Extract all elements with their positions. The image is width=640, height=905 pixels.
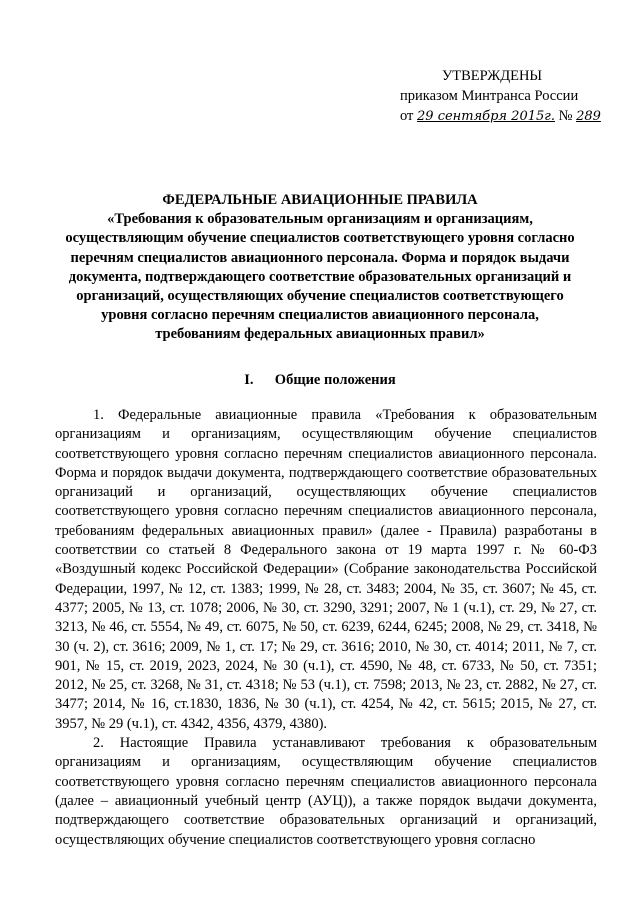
title-line: перечням специалистов авиационного персонала. Форма и порядок выдачи [70,249,570,266]
title-line: осуществляющим обучение специалистов соответствующего уровня согласно [65,230,575,247]
approval-stamp [400,66,610,127]
document-body [55,406,597,850]
title-line: требованиям федеральных авиационных правил» [155,326,485,343]
handwritten-number: 289 [576,109,601,124]
approval-number-label: № [558,108,573,124]
document-title [60,191,580,345]
section-title: Общие положения [274,372,396,388]
title-line: «Требования к образовательным организациям и организациям, [107,211,533,228]
title-line: ФЕДЕРАЛЬНЫЕ АВИАЦИОННЫЕ ПРАВИЛА [162,192,478,208]
approval-date-prefix: от [400,108,414,124]
section-heading [60,372,580,389]
approval-date-line [400,106,610,127]
title-line: документа, подтверждающего соответствие образовательных организаций и [68,268,572,285]
handwritten-date: 29 сентября 2015г. [417,109,555,124]
paragraph: 1. Федеральные авиационные правила «Требования к образовательным организациям и организациям, осуществляющим обучение специалистов соответствующего уровня согласно перечням специалистов авиационного персонала. Форма и порядок выдачи документа, подтверждающего соответствие образовательных организаций и организаций, осуществляющих обучение специалистов соответствующего уровня согласно перечням специалистов авиационного персонала, требованиям федеральных авиационных правил» (далее - Правила) разработаны в соответствии со статьей 8 Федерального закона от 19 марта 1997 г. № 60-ФЗ «Воздушный кодекс Российской Федерации» (Собрание законодательства Российской Федерации, 1997, № 12, ст. 1383; 1999, № 28, ст. 3483; 2004, № 35, ст. 3607; № 45, ст. 4377; 2005, № 13, ст. 1078; 2006, № 30, ст. 3290, 3291; 2007, № 1 (ч.1), ст. 29, № 27, ст. 3213, № 46, ст. 5554, № 49, ст. 6075, № 50, ст. 6239, 6244, 6245; 2008, № 29, ст. 3418, № 30 (ч. 2), ст. 3616; 2009, № 1, ст. 17; № 29, ст. 3616; 2010, № 30, ст. 4014; 2011, № 7, ст. 901, № 15, ст. 2019, 2023, 2024, № 30 (ч.1), ст. 4590, № 48, ст. 6733, № 50, ст. 7351; 2012, № 25, ст. 3268, № 31, ст. 4318; № 53 (ч.1), ст. 7598; 2013, № 23, ст. 2882, № 27, ст. 3477; 2014, № 16, ст.1830, 1836, № 30 (ч.1), ст. 4254, № 42, ст. 5615; 2015, № 27, ст. 3957, № 29 (ч.1), ст. 4342, 4356, 4379, 4380). [55,407,597,732]
paragraph: 2. Настоящие Правила устанавливают требования к образовательным организациям и организациям, осуществляющим обучение специалистов соответствующего уровня согласно перечням специалистов авиационного персонала (далее – авиационный учебный центр (АУЦ)), а также порядок выдачи документа, подтверждающего соответствие образовательных организаций и организаций, осуществляющих обучение специалистов соответствующего уровня согласно [55,735,597,848]
section-number: I. [244,372,254,388]
approval-heading: УТВЕРЖДЕНЫ [442,68,543,84]
approval-order-line: приказом Минтранса России [400,88,579,104]
title-line: организаций, осуществляющих обучение специалистов соответствующего [76,288,564,305]
title-line: уровня согласно перечням специалистов авиационного персонала, [101,307,539,324]
